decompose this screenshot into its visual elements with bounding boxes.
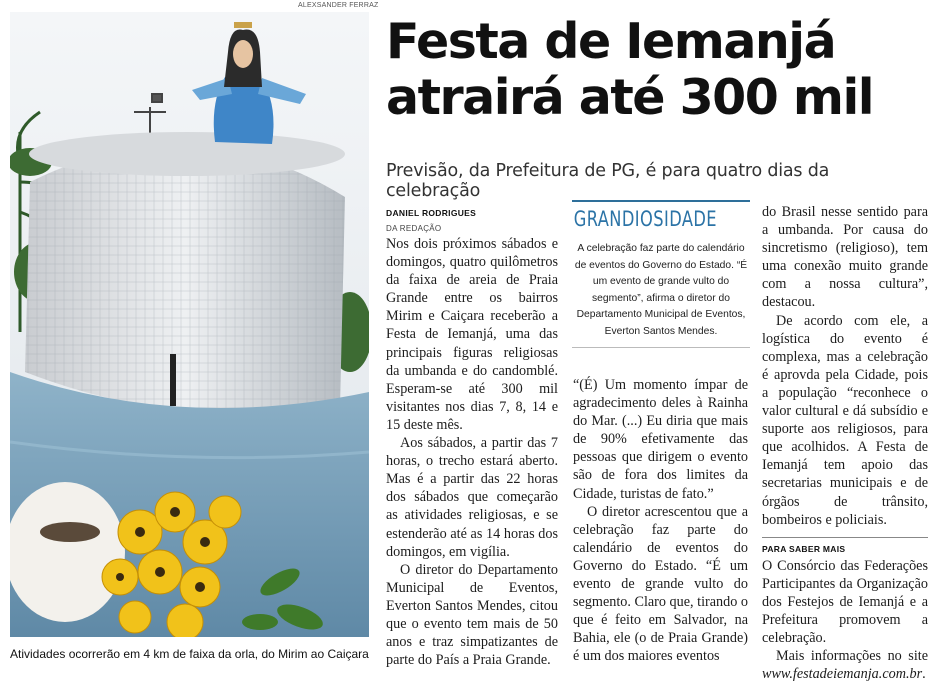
paragraph: O diretor acrescentou que a celebração faz parte do calendário de eventos do Governo do Estado. “É um evento de grande vulto do segmento. Claro que, tirando o que é feito em Salvador, na Bahia, ele (o de Praia Grande) é um dos maiores eventos xyxy=(573,503,748,665)
article-column-3 xyxy=(762,203,928,683)
photo-caption: Atividades ocorrerão em 4 km de faixa da orla, do Mirim ao Caiçara xyxy=(10,647,369,661)
paragraph: Aos sábados, a partir das 7 horas, o trecho estará aberto. Mas é a partir das 22 horas dos sábados que começarão as atividades religiosas, e se estenderão até as 14 horas dos domingos, em vigília. xyxy=(386,435,558,560)
iemanja-statue-illustration xyxy=(10,12,369,637)
sidebar-divider xyxy=(572,347,750,348)
byline: DANIEL RODRIGUES xyxy=(386,208,477,218)
paragraph: “(É) Um momento ímpar de agradecimento deles à Rainha do Mar. (...) Eu diria que mais de 90% efetivamente das pessoas que dirigem o evento são de fora dos limites da Cidade, turistas de fato.” xyxy=(573,377,748,502)
article-column-2 xyxy=(573,376,748,666)
headline xyxy=(386,14,926,126)
news-photo xyxy=(10,12,369,637)
photo-credit: ALEXSANDER FERRAZ xyxy=(298,2,379,9)
sidebar-box xyxy=(572,200,750,346)
sidebar-title: GRANDIOSIDADE xyxy=(573,207,718,231)
headline-line-1: Festa de Iemanjá xyxy=(386,13,836,70)
section-title: PARA SABER MAIS xyxy=(762,537,928,554)
website-link[interactable]: www.festadeiemanja.com.br xyxy=(762,666,923,683)
paragraph: do Brasil nesse sentido para a umbanda. Por causa do sincretismo (religioso), tem uma conexão muito grande com a nossa cultura”, destacou. xyxy=(762,204,928,311)
article-column-1 xyxy=(386,208,558,669)
sidebar-text: A celebração faz parte do calendário de eventos do Governo do Estado. “É um evento de grande vulto do segmento”, afirma o diretor do Departamento Municipal de Eventos, Everton Santos Mendes. xyxy=(574,243,748,337)
info-suffix: . xyxy=(922,666,926,683)
info-paragraph xyxy=(762,647,928,683)
info-prefix: Mais informações no site xyxy=(776,648,928,665)
headline-line-2: atrairá até 300 mil xyxy=(386,69,874,126)
paragraph: Nos dois próximos sábados e domingos, quatro quilômetros da faixa de areia de Praia Grande entre os bairros Mirim e Caiçara receberão a Festa de Iemanjá, uma das principais figuras religiosas da umbanda e do candomblé. Esperam-se até 300 mil visitantes nos dias 7, 8, 14 e 15 deste mês. xyxy=(386,236,558,433)
paragraph: O diretor do Departamento Municipal de Eventos, Everton Santos Mendes, citou que o evento tem mais de 50 anos e traz simpatizantes de parte do País a Praia Grande. xyxy=(386,561,558,669)
paragraph: O Consórcio das Federações Participantes da Organização dos Festejos de Iemanjá e a Prefeitura promovem a celebração. xyxy=(762,557,928,647)
paragraph: De acordo com ele, a logística do evento é complexa, mas a celebração é aprovda pela Cidade, pois a população “reconhece o valor cultural e dá subsídio e suporte aos religiosos, para que acolhidos. A Festa de Iemanjá tem apoio das secretarias municipais e de órgãos de trânsito, bombeiros e policiais. xyxy=(762,312,928,528)
subheadline: Previsão, da Prefeitura de PG, é para quatro dias da celebração xyxy=(386,161,830,201)
desk-label: DA REDAÇÃO xyxy=(386,224,442,233)
